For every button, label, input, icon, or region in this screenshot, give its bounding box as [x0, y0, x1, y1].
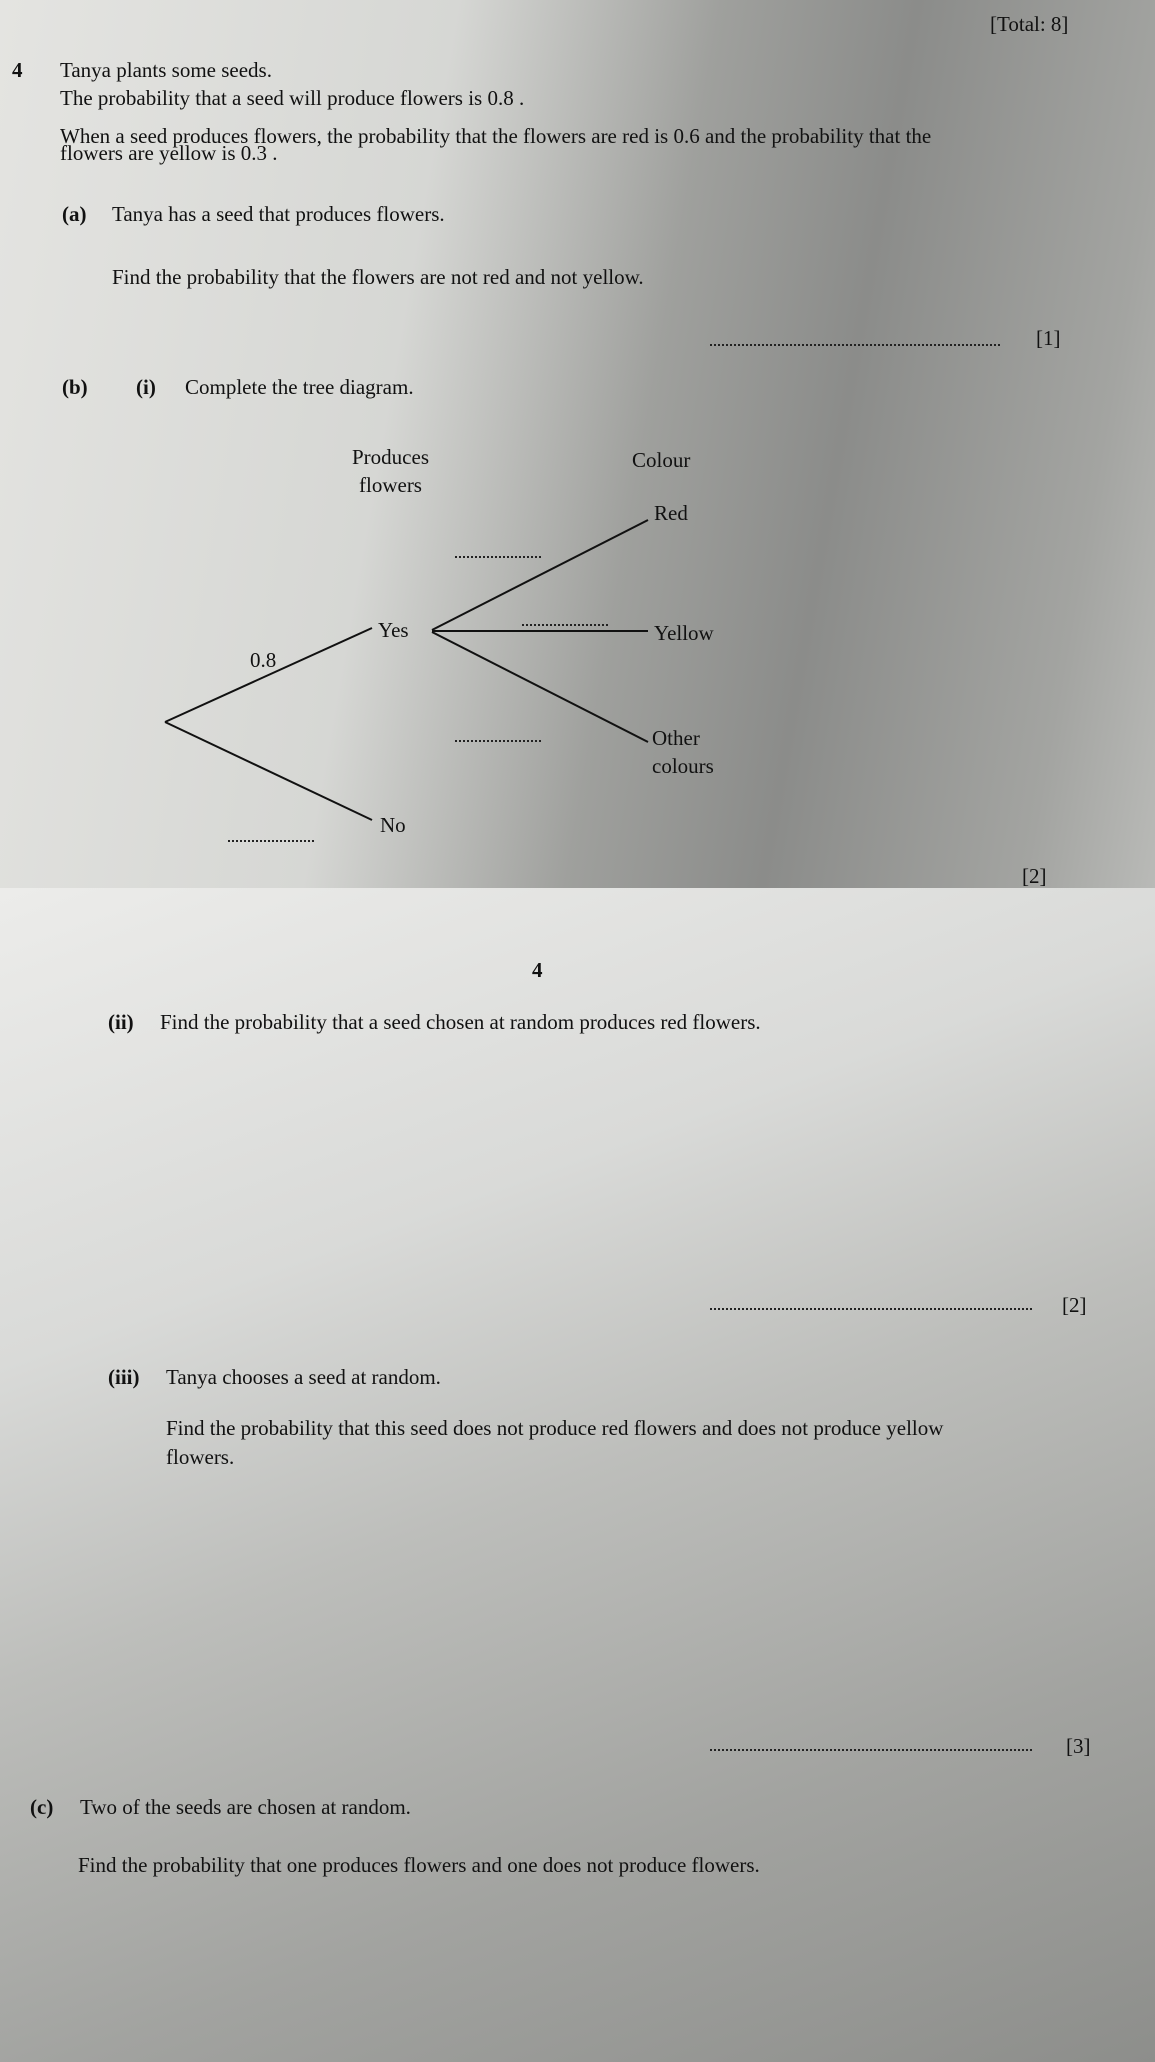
tree-no-label: No	[380, 813, 406, 837]
tree-diagram	[0, 0, 1155, 888]
tree-other-label-2: colours	[652, 754, 714, 778]
tree-yes-label: Yes	[378, 618, 409, 642]
page-number: 4	[532, 958, 543, 982]
exam-page-bottom	[0, 888, 1155, 2062]
total-marks: [Total: 8]	[990, 12, 1069, 36]
exam-page-top	[0, 0, 1155, 888]
intro-line-1: Tanya plants some seeds.	[60, 58, 272, 82]
intro-line-4: flowers are yellow is 0.3 .	[60, 141, 278, 165]
tree-header-flowers: flowers	[359, 473, 422, 497]
part-c-label: (c)	[30, 1795, 54, 1819]
part-a-marks: [1]	[1036, 326, 1061, 350]
tree-yellow-label: Yellow	[654, 621, 714, 645]
tree-header-colour: Colour	[632, 448, 691, 472]
answer-blank-no[interactable]	[228, 840, 314, 842]
part-iii-marks: [3]	[1066, 1734, 1091, 1758]
part-iii-answer-line[interactable]	[710, 1749, 1032, 1751]
answer-blank-red[interactable]	[455, 556, 541, 558]
tree-header-produces: Produces	[352, 445, 429, 469]
tree-red-label: Red	[654, 501, 688, 525]
part-ii-label: (ii)	[108, 1010, 134, 1034]
part-b-i-text: Complete the tree diagram.	[185, 375, 414, 399]
answer-blank-yellow[interactable]	[522, 624, 608, 626]
part-c-text: Two of the seeds are chosen at random.	[80, 1795, 411, 1819]
part-a-text: Tanya has a seed that produces flowers.	[112, 202, 445, 226]
part-iii-instruction-1: Find the probability that this seed does not produce red flowers and does not produce yellow	[166, 1416, 944, 1440]
part-a-instruction: Find the probability that the flowers are not red and not yellow.	[112, 265, 644, 289]
part-c-instruction: Find the probability that one produces flowers and one does not produce flowers.	[78, 1853, 760, 1877]
tree-other-label-1: Other	[652, 726, 700, 750]
part-b-i-marks: [2]	[1022, 864, 1047, 888]
part-iii-instruction-2: flowers.	[166, 1445, 235, 1469]
part-iii-label: (iii)	[108, 1365, 140, 1389]
given-probability: 0.8	[250, 648, 277, 672]
question-number: 4	[12, 58, 23, 82]
part-iii-text: Tanya chooses a seed at random.	[166, 1365, 441, 1389]
branch-yes	[165, 628, 372, 722]
part-ii-marks: [2]	[1062, 1293, 1087, 1317]
answer-blank-other[interactable]	[455, 740, 541, 742]
intro-line-2: The probability that a seed will produce flowers is 0.8 .	[60, 86, 525, 110]
part-ii-answer-line[interactable]	[710, 1308, 1032, 1310]
intro-line-3: When a seed produces flowers, the probability that the flowers are red is 0.6 and the probability that the	[60, 124, 932, 148]
part-ii-text: Find the probability that a seed chosen at random produces red flowers.	[160, 1010, 761, 1034]
branch-no	[165, 722, 372, 820]
part-a-label: (a)	[62, 202, 87, 226]
branch-other	[432, 632, 648, 742]
part-b-label: (b)	[62, 375, 88, 399]
branch-red	[432, 520, 648, 630]
part-b-i-label: (i)	[136, 375, 156, 399]
